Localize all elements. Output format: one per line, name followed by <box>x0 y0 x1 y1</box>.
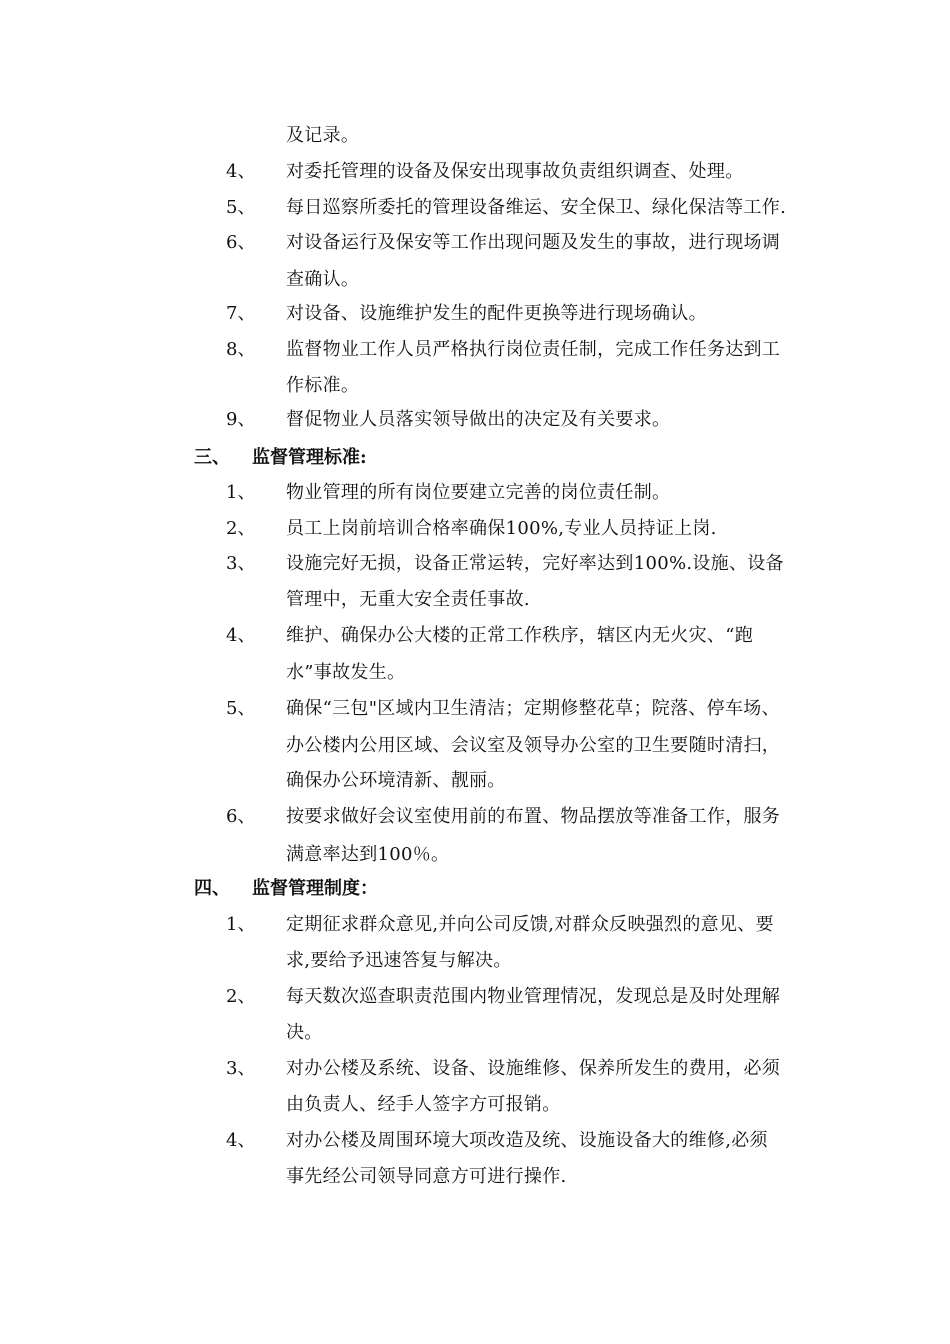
list-item-text: 求,要给予迅速答复与解决。 <box>286 950 512 971</box>
list-item-text: 对办公楼及系统、设备、设施维修、保养所发生的费用，必须 <box>286 1058 781 1079</box>
list-item-text: 物业管理的所有岗位要建立完善的岗位责任制。 <box>286 482 671 503</box>
list-item-text: 管理中，无重大安全责任事故. <box>286 589 530 610</box>
list-item-number: 4、 <box>226 161 256 182</box>
list-item-text: 决。 <box>286 1022 323 1043</box>
list-item-text: 确保办公环境清新、靓丽。 <box>286 770 506 791</box>
list-item-text: 对设备运行及保安等工作出现问题及发生的事故，进行现场调 <box>286 232 781 253</box>
list-item-number: 8、 <box>226 339 256 360</box>
list-item-number: 2、 <box>226 518 256 539</box>
list-item-text: 由负责人、经手人签字方可报销。 <box>286 1094 561 1115</box>
list-item-number: 5、 <box>226 698 256 719</box>
list-item-text: 每日巡察所委托的管理设备维运、安全保卫、绿化保洁等工作. <box>286 197 787 218</box>
list-item-text: 查确认。 <box>286 269 360 290</box>
list-item-text: 设施完好无损，设备正常运转，完好率达到100%.设施、设备 <box>286 553 784 574</box>
list-item-text: 作标准。 <box>286 375 360 396</box>
list-item-text: 对办公楼及周围环境大项改造及统、设施设备大的维修,必须 <box>286 1130 768 1151</box>
list-item-number: 1、 <box>226 914 256 935</box>
list-item-text: 维护、确保办公大楼的正常工作秩序，辖区内无火灾、“跑 <box>286 625 753 646</box>
list-item-text: 按要求做好会议室使用前的布置、物品摆放等准备工作，服务 <box>286 806 781 827</box>
list-item-number: 6、 <box>226 232 256 253</box>
list-item-text: 满意率达到100％。 <box>286 844 450 865</box>
continuation-line: 及记录。 <box>286 125 360 146</box>
list-item-text: 对设备、设施维护发生的配件更换等进行现场确认。 <box>286 303 707 324</box>
list-item-number: 7、 <box>226 303 256 324</box>
list-item-number: 2、 <box>226 986 256 1007</box>
list-item-text: 确保“三包"区域内卫生清洁；定期修整花草；院落、停车场、 <box>286 698 780 719</box>
section-title: 监督管理标准: <box>252 447 367 468</box>
list-item-text: 每天数次巡查职责范围内物业管理情况，发现总是及时处理解 <box>286 986 781 1007</box>
list-item-text: 定期征求群众意见,并向公司反馈,对群众反映强烈的意见、要 <box>286 914 774 935</box>
section-title: 监督管理制度： <box>252 878 378 899</box>
list-item-number: 6、 <box>226 806 256 827</box>
list-item-text: 水”事故发生。 <box>286 662 406 683</box>
list-item-text: 对委托管理的设备及保安出现事故负责组织调查、处理。 <box>286 161 744 182</box>
list-item-number: 5、 <box>226 197 256 218</box>
list-item-text: 事先经公司领导同意方可进行操作. <box>286 1166 567 1187</box>
list-item-number: 4、 <box>226 625 256 646</box>
list-item-text: 监督物业工作人员严格执行岗位责任制，完成工作任务达到工 <box>286 339 781 360</box>
section-number: 三、 <box>194 447 230 468</box>
list-item-number: 1、 <box>226 482 256 503</box>
list-item-number: 3、 <box>226 1058 256 1079</box>
list-item-text: 办公楼内公用区域、会议室及领导办公室的卫生要随时清扫， <box>286 735 781 756</box>
list-item-number: 4、 <box>226 1130 256 1151</box>
list-item-text: 督促物业人员落实领导做出的决定及有关要求。 <box>286 409 671 430</box>
section-number: 四、 <box>194 878 230 899</box>
list-item-text: 员工上岗前培训合格率确保100%,专业人员持证上岗. <box>286 518 717 539</box>
list-item-number: 3、 <box>226 553 256 574</box>
list-item-number: 9、 <box>226 409 256 430</box>
